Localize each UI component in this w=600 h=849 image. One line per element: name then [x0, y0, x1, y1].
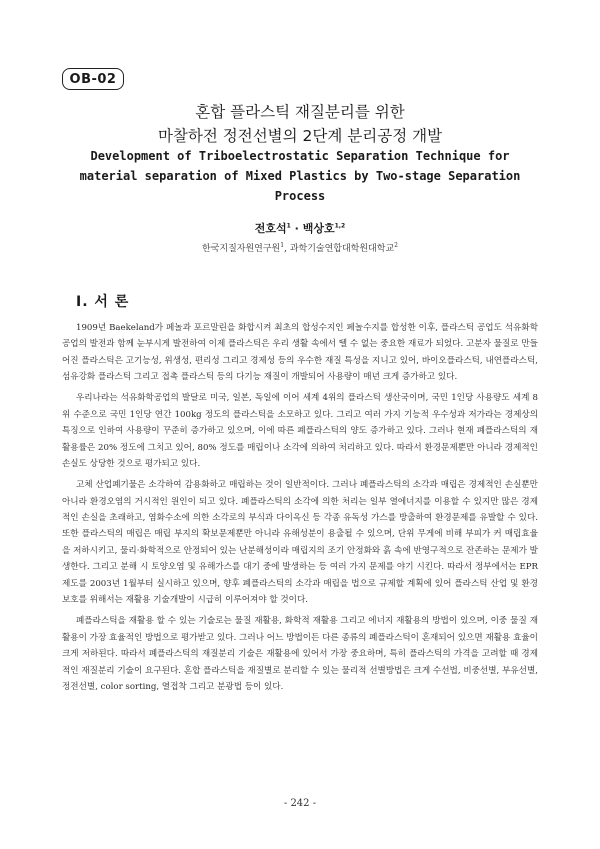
affiliation-1-mark: 1 — [280, 242, 285, 249]
page-number: - 242 - — [283, 798, 317, 809]
title-english: Development of Triboelectrostatic Separation Technique for material separation of Mixed Plastics by Two-stage Separation Process — [79, 149, 521, 203]
affiliation-2-mark: 2 — [394, 242, 398, 249]
paragraph: 고체 산업폐기물은 소각하여 감용화하고 매립하는 것이 일반적이다. 그러나 폐플라스틱의 소각과 매립은 경제적인 손실뿐만 아니라 환경오염의 거시적인 원인이 되고 있다. 폐플라스틱의 소각에 의한 처리는 일부 열에너지를 이용할 수 있지만 많은 경제적인 손실을 초래하고, 염화수소에 의한 소각로의 부식과 다이옥신 등 각종 유독성 가스를 방출하여 환경문제를 유발할 수 있다. 또한 플라스틱의 매립은 매립 부지의 확보문제뿐만 아니라 유해성분이 용출될 수 있으며, 단위 무게에 비해 부피가 커 매립효율을 저하시키고, 물리·화학적으로 안정되어 있는 난분해성이라 매립지의 조기 안정화와 흙 속에 반영구적으로 잔존하는 문제가 발생한다. 그리고 분해 시 토양오염 및 유해가스를 대기 중에 발생하는 등 여러 가지 문제를 야기 시킨다. 따라서 정부에서는 EPR 제도를 2003년 1월부터 실시하고 있으며, 향후 폐플라스틱의 소각과 매립을 법으로 규제할 계획에 있어 플라스틱 산업 및 환경보호를 위해서는 재활용 기술개발이 시급히 이루어져야 할 것이다. — [62, 480, 538, 606]
authors — [0, 220, 600, 236]
title-korean-line-1: 혼합 플라스틱 재질분리를 위한 — [195, 103, 405, 121]
affiliation-2: 과학기술연합대학원대학교 — [289, 244, 395, 254]
author-1-affiliation-mark: 1 — [286, 222, 291, 230]
affiliations — [0, 241, 600, 254]
affiliation-separator: , — [284, 244, 290, 254]
session-code-badge: OB-02 — [62, 68, 124, 90]
paragraph: 폐플라스틱을 재활용 할 수 있는 기술로는 물질 재활용, 화학적 재활용 그리고 에너지 재활용의 방법이 있으며, 이중 물질 재활용이 가장 효율적인 방법으로 평가받고 있다. 그러나 어느 방법이든 다른 종류의 폐플라스틱이 혼재되어 있으면 재활용 효율이 크게 저하된다. 따라서 폐플라스틱의 재질분리 기술은 재활용에 있어서 가장 중요하며, 특히 플라스틱의 가격을 고려할 때 경제적인 재질분리 기술이 요구된다. 혼합 플라스틱을 재질별로 분리할 수 있는 물리적 선별방법은 크게 수선법, 비중선별, 부유선별, 정전선별, color sorting, 열접착 그리고 분광법 등이 있다. — [62, 616, 538, 692]
paragraph: 1909년 Baekeland가 페놀과 포르말린을 화합시켜 최초의 합성수지인 페놀수지를 합성한 이후, 플라스틱 공업도 석유화학공업의 발전과 함께 눈부시게 발전하여 이제 플라스틱은 우리 생활 속에서 뗄 수 없는 중요한 재료가 되었다. 고분자 물질로 만들어진 플라스틱은 고기능성, 위생성, 편리성 그리고 경제성 등의 우수한 재질 특성을 지니고 있어, 바이오플라스틱, 내연플라스틱, 섬유강화 플라스틱 그리고 접촉 플라스틱 등의 다기능 재질이 개발되어 사용량이 매년 크게 증가하고 있다. — [62, 323, 538, 383]
paragraph: 우리나라는 석유화학공업의 발달로 미국, 일본, 독일에 이어 세계 4위의 플라스틱 생산국이며, 국민 1인당 사용량도 세계 8위 수준으로 국민 1인당 연간 100kg 정도의 플라스틱을 소모하고 있다. 그리고 여러 가지 기능적 우수성과 저가라는 경제상의 특징으로 인하여 사용량이 꾸준히 증가하고 있으며, 이에 따른 폐플라스틱의 양도 증가하고 있다. 그러나 현재 폐플라스틱의 재활용률은 20% 정도에 그치고 있어, 80% 정도를 매립이나 소각에 의하여 처리하고 있다. 따라서 환경문제뿐만 아니라 경제적인 손실도 상당한 것으로 평가되고 있다. — [62, 393, 538, 470]
title-korean-line-2: 마찰하전 정전선별의 2단계 분리공정 개발 — [157, 127, 443, 145]
affiliation-1: 한국지질자원연구원 — [202, 244, 281, 254]
section-heading-introduction: I. 서 론 — [76, 294, 130, 310]
author-1: 전호석 — [254, 222, 287, 235]
author-separator: · — [290, 222, 303, 235]
author-2-affiliation-mark: 1,2 — [334, 222, 346, 230]
author-2: 백상호 — [302, 222, 335, 235]
body-text — [62, 320, 538, 700]
